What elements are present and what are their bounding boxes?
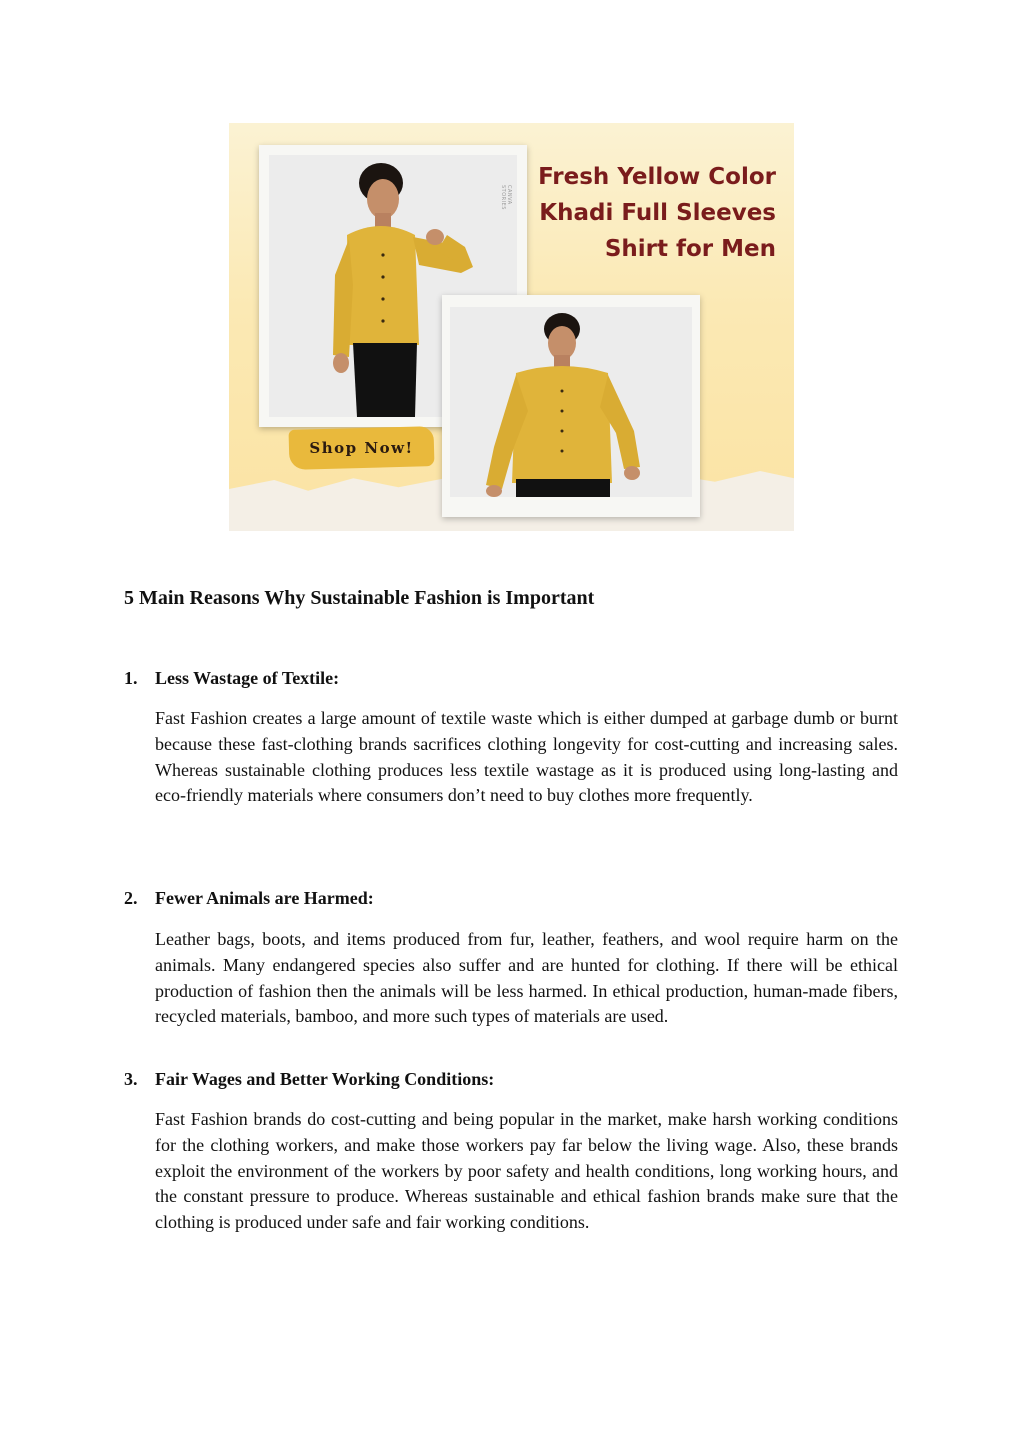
reason-3-title (124, 1069, 494, 1090)
banner-title-line-3: Shirt for Men (604, 236, 776, 262)
banner-title-line-1: Fresh Yellow Color (538, 164, 776, 190)
reason-2-title (124, 888, 374, 909)
shop-now-button[interactable]: Shop Now! (309, 439, 414, 457)
model-photo-front (450, 307, 692, 497)
product-photo-card-2 (442, 295, 700, 517)
reason-1-number: 1. (124, 668, 138, 688)
reason-3-title-text: Fair Wages and Better Working Conditions: (155, 1069, 495, 1089)
reason-2-number: 2. (124, 888, 138, 908)
watermark-text: CANVA STORIES (500, 185, 512, 210)
model-front-illustration (450, 307, 692, 497)
reason-3-number: 3. (124, 1069, 138, 1089)
product-banner-image[interactable] (229, 123, 794, 531)
banner-title-line-2: Khadi Full Sleeves (539, 200, 776, 226)
banner-title (516, 159, 776, 267)
reason-1-body: Fast Fashion creates a large amount of textile waste which is either dumped at garbage dumb or burnt because these fast-clothing brands sacrifices clothing longevity for cost-cutting and increasing sales. Whereas sustainable clothing produces less textile wastage as it is produced using long-lasting and eco-friendly materials where consumers don’t need to buy clothes more frequently. (155, 708, 898, 806)
reason-2-title-text: Fewer Animals are Harmed: (155, 888, 374, 908)
reason-3-body: Fast Fashion brands do cost-cutting and being popular in the market, make harsh working conditions for the clothing workers, and make those workers pay far below the living wage. Also, these brands exploit the environment of the workers by poor safety and health conditions, long working hours, and the constant pressure to produce. Whereas sustainable and ethical fashion brands make sure that the clothing is produced under safe and fair working conditions. (155, 1109, 898, 1233)
reason-1-title (124, 668, 339, 689)
section-heading: 5 Main Reasons Why Sustainable Fashion is Important (124, 587, 595, 609)
reason-2-body: Leather bags, boots, and items produced from fur, leather, feathers, and wool require harm on the animals. Many endangered species also suffer and are hunted for clothing. If there will be ethical production of fashion then the animals will be less harmed. In ethical production, human-made fibers, recycled materials, bamboo, and more such types of materials are used. (155, 929, 898, 1027)
reason-1-title-text: Less Wastage of Textile: (155, 668, 340, 688)
